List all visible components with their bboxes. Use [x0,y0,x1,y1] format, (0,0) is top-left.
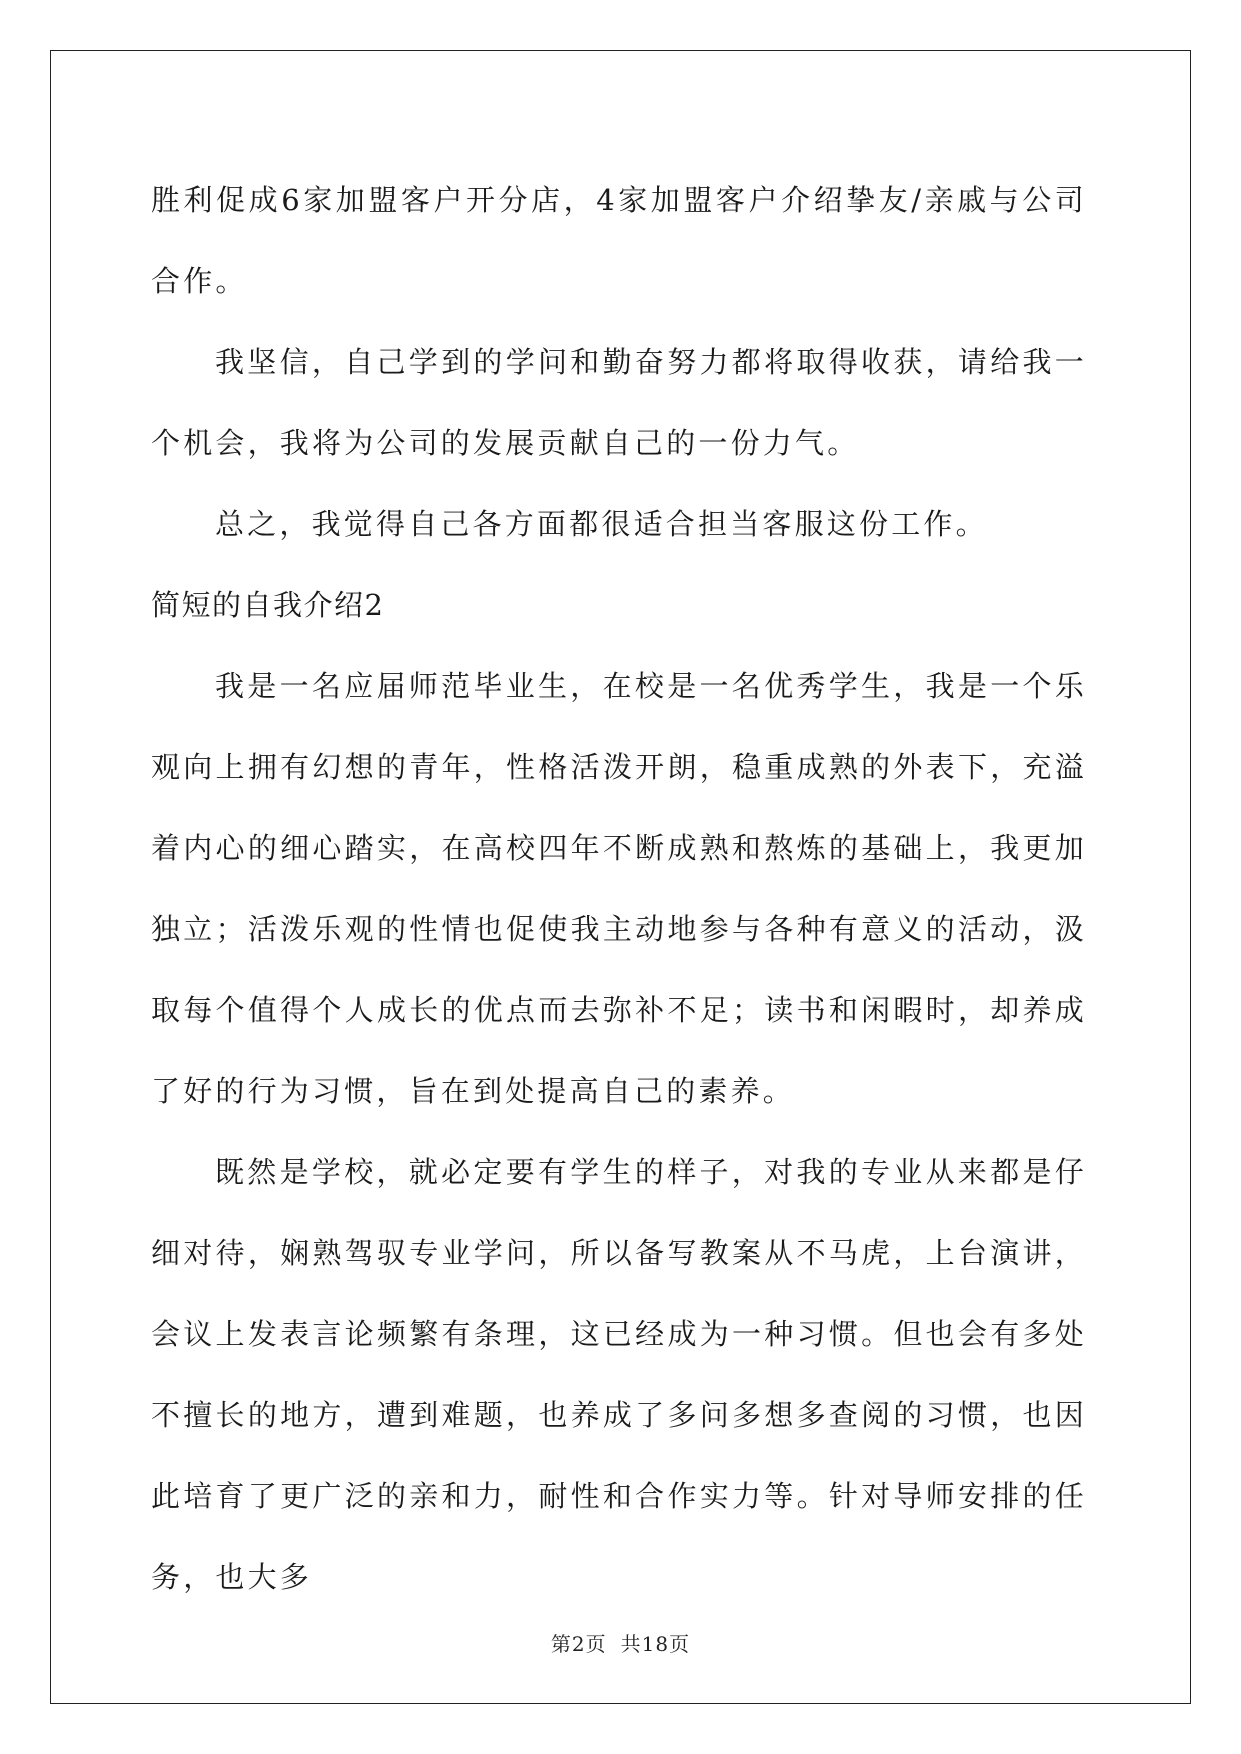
page-total: 共18页 [620,1632,691,1656]
paragraph-belief: 我坚信，自己学到的学问和勤奋努力都将取得收获，请给我一个机会，我将为公司的发展贡献自己的一份力气。 [151,345,1087,460]
paragraph-conclusion: 总之，我觉得自己各方面都很适合担当客服这份工作。 [215,507,988,541]
section-heading: 简短的自我介绍2 [151,588,385,622]
paragraph-study: 既然是学校，就必定要有学生的样子，对我的专业从来都是仔细对待，娴熟驾驭专业学问，所以备写教案从不马虎，上台演讲，会议上发表言论频繁有条理，这已经成为一种习惯。但也会有多处不擅长的地方，遭到难题，也养成了多问多想多查阅的习惯，也因此培育了更广泛的亲和力，耐性和合作实力等。针对导师安排的任务，也大多 [151,1155,1087,1594]
document-body [151,160,1087,1618]
paragraph-intro: 我是一名应届师范毕业生，在校是一名优秀学生，我是一个乐观向上拥有幻想的青年，性格活泼开朗，稳重成熟的外表下，充溢着内心的细心踏实，在高校四年不断成熟和熬炼的基础上，我更加独立；活泼乐观的性情也促使我主动地参与各种有意义的活动，汲取每个值得个人成长的优点而去弥补不足；读书和闲暇时，却养成了好的行为习惯，旨在到处提高自己的素养。 [151,669,1087,1108]
page-footer [0,1628,1241,1657]
paragraph-continuation: 胜利促成6家加盟客户开分店，4家加盟客户介绍挚友/亲戚与公司合作。 [151,183,1087,298]
page-number: 第2页 [550,1632,607,1656]
